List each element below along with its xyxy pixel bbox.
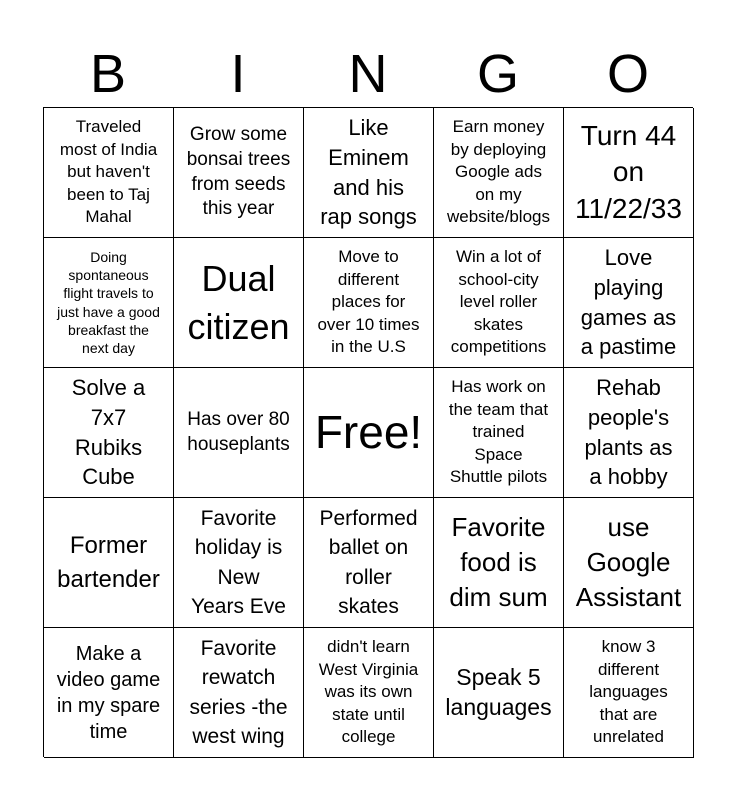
cell-text: Has work on the team that trained Space Shuttle pilots [448,377,549,487]
cell-text: Doing spontaneous flight travels to just have a good breakfast the next day [57,248,160,356]
header-letter-i: I [230,44,246,104]
cell-text: Grow some bonsai trees from seeds this year [186,124,291,220]
cell-text: Turn 44 on 11/22/33 [575,119,682,224]
bingo-cell[interactable] [44,108,174,238]
header-letter-o: O [606,44,649,104]
header-letter-b: B [89,44,127,104]
bingo-cell[interactable] [44,238,174,368]
bingo-cell[interactable] [564,238,694,368]
cell-text: Move to different places for over 10 times in the U.S [317,247,420,357]
cell-text: Favorite holiday is New Years Eve [191,506,286,618]
bingo-cell-free[interactable] [304,368,434,498]
cell-text: use Google Assistant [575,511,682,613]
cell-text: Favorite rewatch series -the west wing [189,636,288,748]
bingo-cell[interactable] [304,238,434,368]
bingo-cell[interactable] [174,238,304,368]
bingo-header [43,40,693,108]
bingo-cell[interactable] [174,498,304,628]
bingo-cell[interactable] [174,108,304,238]
header-letter-g: G [476,44,519,104]
bingo-cell[interactable] [174,628,304,758]
cell-text: Has over 80 houseplants [187,408,290,455]
cell-text: Make a video game in my spare time [56,642,161,743]
bingo-cell[interactable] [564,108,694,238]
header-letter-n: N [348,44,388,104]
cell-text: Dual citizen [187,257,290,347]
bingo-cell[interactable] [434,498,564,628]
cell-text: Traveled most of India but haven't been to Taj Mahal [59,117,158,227]
bingo-cell[interactable] [44,498,174,628]
bingo-board [43,107,693,757]
bingo-cell[interactable] [304,628,434,758]
bingo-cell[interactable] [564,498,694,628]
cell-text: Solve a 7x7 Rubiks Cube [71,375,146,490]
cell-text: Favorite food is dim sum [449,511,548,613]
cell-text: Free! [314,406,423,459]
cell-text: know 3 different languages that are unrelated [589,637,668,747]
bingo-cell[interactable] [564,628,694,758]
bingo-cell[interactable] [304,108,434,238]
cell-text: Win a lot of school-city level roller skates competitions [450,247,547,357]
cell-text: Performed ballet on roller skates [319,506,418,618]
bingo-cell[interactable] [44,368,174,498]
bingo-cell[interactable] [304,498,434,628]
cell-text: Like Eminem and his rap songs [320,115,417,230]
bingo-cell[interactable] [174,368,304,498]
bingo-cell[interactable] [44,628,174,758]
cell-text: Earn money by deploying Google ads on my website/blogs [446,117,550,227]
bingo-cell[interactable] [434,368,564,498]
bingo-cell[interactable] [564,368,694,498]
bingo-cell[interactable] [434,108,564,238]
cell-text: didn't learn West Virginia was its own state until college [318,637,419,747]
cell-text: Love playing games as a pastime [580,245,677,360]
cell-text: Rehab people's plants as a hobby [584,375,673,490]
bingo-cell[interactable] [434,628,564,758]
cell-text: Former bartender [57,531,160,593]
bingo-cell[interactable] [434,238,564,368]
cell-text: Speak 5 languages [445,663,552,720]
